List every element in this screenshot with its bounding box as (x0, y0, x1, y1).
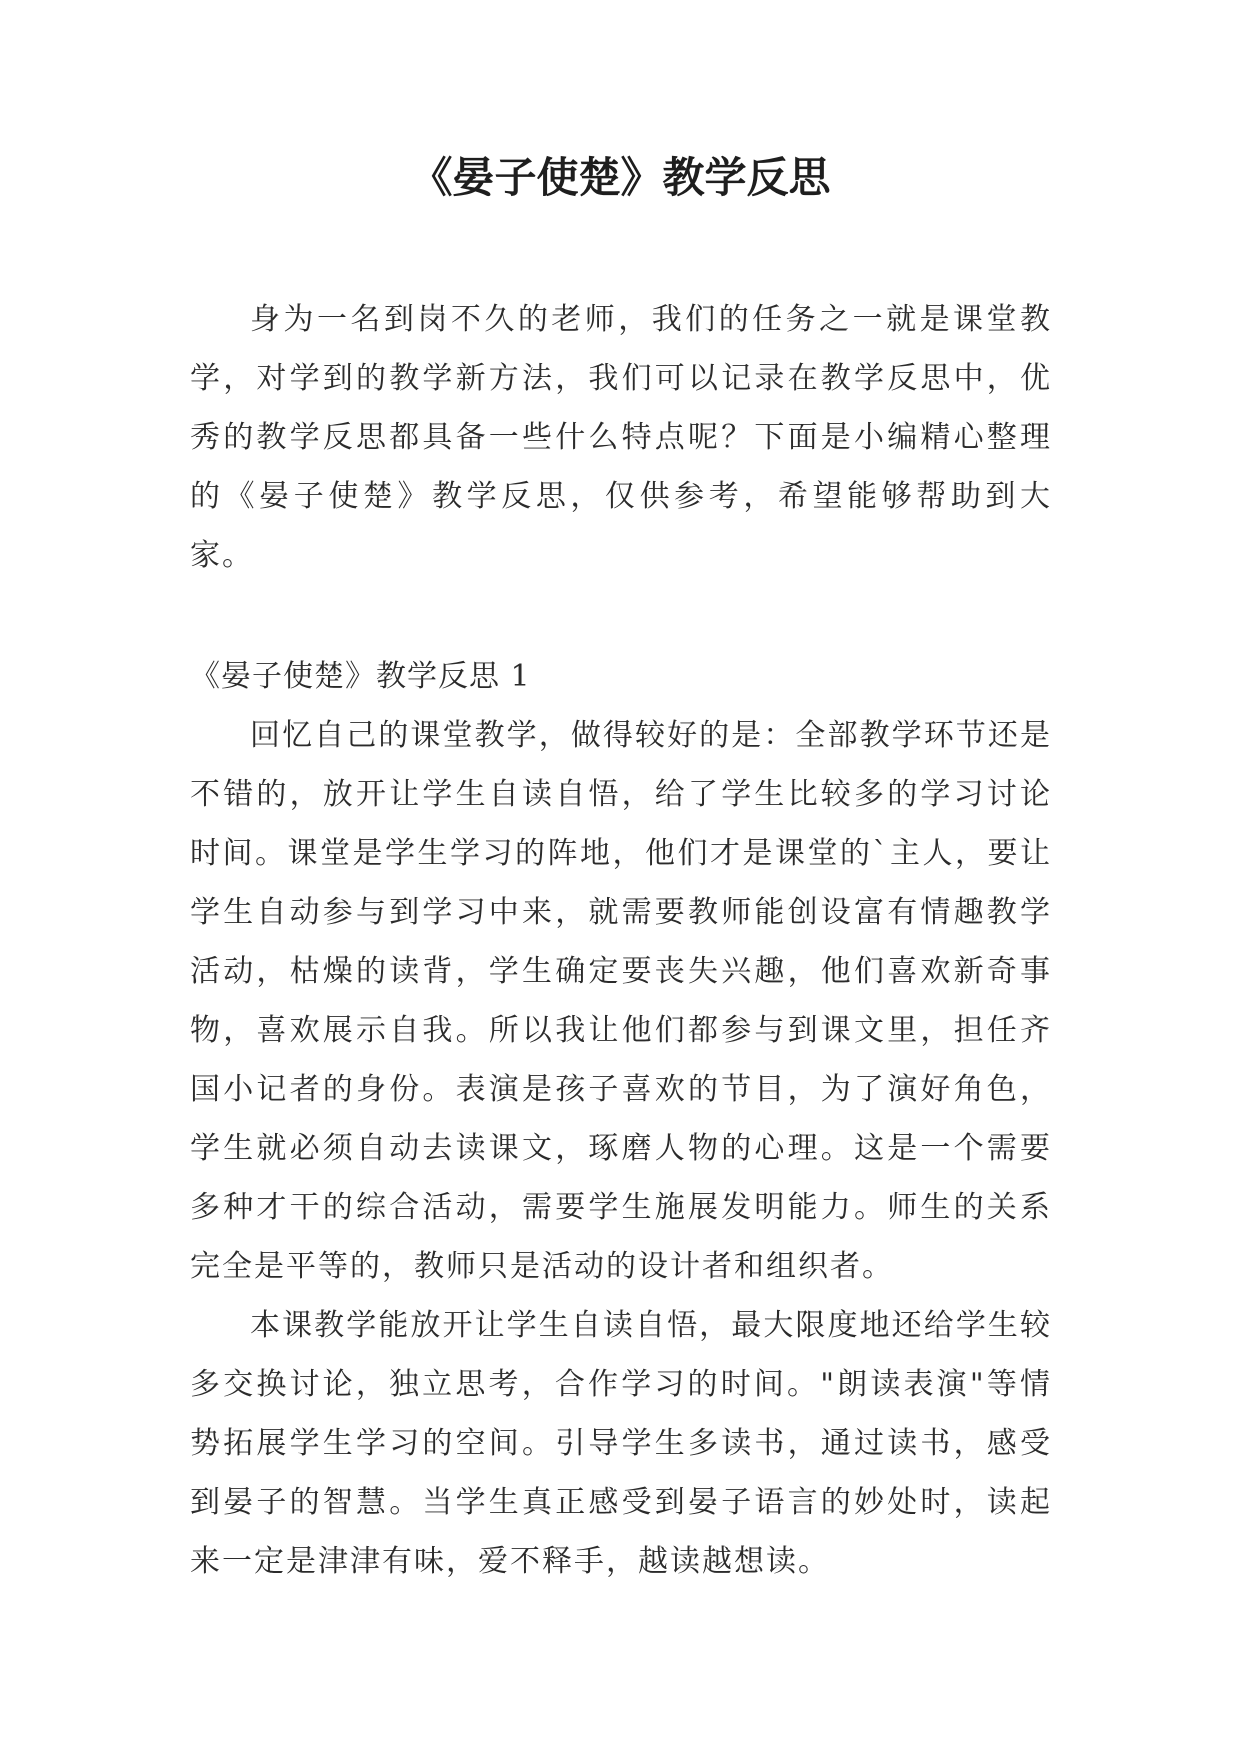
document-body (190, 290, 1052, 1591)
page-title: 《晏子使楚》教学反思 (410, 153, 831, 202)
section-heading: 《晏子使楚》教学反思 1 (190, 659, 531, 694)
intro-paragraph: 身为一名到岗不久的老师，我们的任务之一就是课堂教学，对学到的教学新方法，我们可以记录在教学反思中，优秀的教学反思都具备一些什么特点呢？下面是小编精心整理的《晏子使楚》教学反思，仅供参考，希望能够帮助到大家。 (190, 302, 1052, 573)
body-paragraph: 本课教学能放开让学生自读自悟，最大限度地还给学生较多交换讨论，独立思考，合作学习的时间。"朗读表演"等情势拓展学生学习的空间。引导学生多读书，通过读书，感受到晏子的智慧。当学生真正感受到晏子语言的妙处时，读起来一定是津津有味，爱不释手，越读越想读。 (190, 1308, 1052, 1579)
section-spacer (190, 585, 1052, 647)
body-paragraph: 回忆自己的课堂教学，做得较好的是：全部教学环节还是不错的，放开让学生自读自悟，给了学生比较多的学习讨论时间。课堂是学生学习的阵地，他们才是课堂的`主人，要让学生自动参与到学习中来，就需要教师能创设富有情趣教学活动，枯燥的读背，学生确定要丧失兴趣，他们喜欢新奇事物，喜欢展示自我。所以我让他们都参与到课文里，担任齐国小记者的身份。表演是孩子喜欢的节目，为了演好角色，学生就必须自动去读课文，琢磨人物的心理。这是一个需要多种才干的综合活动，需要学生施展发明能力。师生的关系完全是平等的，教师只是活动的设计者和组织者。 (190, 718, 1052, 1284)
